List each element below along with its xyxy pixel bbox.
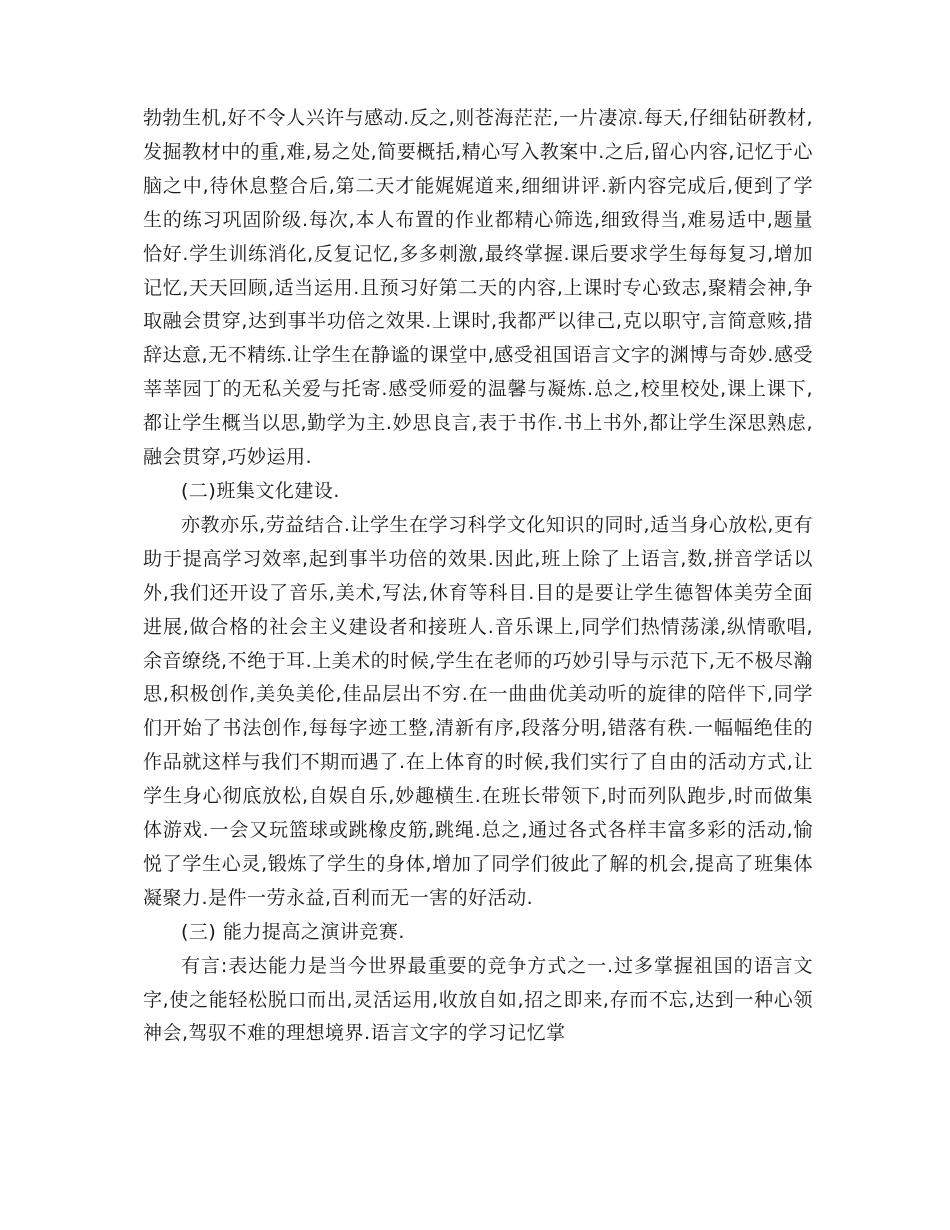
section-heading-3: (三) 能力提高之演讲竞赛. (181, 920, 405, 943)
document-body (143, 102, 813, 1051)
body-paragraph-2: 亦教亦乐,劳益结合.让学生在学习科学文化知识的同时,适当身心放松,更有助于提高学习效率,起到事半功倍的效果.因此,班上除了上语言,数,拼音学话以外,我们还开设了音乐,美术,写法,休育等科目.目的是要让学生德智体美劳全面进展,做合格的社会主义建设者和接班人.音乐课上,同学们热情荡漾,纵情歌唱,余音缭绕,不绝于耳.上美术的时候,学生在老师的巧妙引导与示范下,无不极尽瀚思,积极创作,美奂美伦,佳品层出不穷.在一曲曲优美动听的旋律的陪伴下,同学们开始了书法创作,每每字迹工整,清新有序,段落分明,错落有秩.一幅幅绝佳的作品就这样与我们不期而遇了.在上体育的时候,我们实行了自由的活动方式,让学生身心彻底放松,自娱自乐,妙趣横生.在班长带领下,时而列队跑步,时而做集体游戏.一会又玩篮球或跳橡皮筋,跳绳.总之,通过各式各样丰富多彩的活动,愉悦了学生心灵,锻炼了学生的身体,增加了同学们彼此了解的机会,提高了班集体凝聚力.是件一劳永益,百利而无一害的好活动. (143, 513, 813, 909)
section-heading-2: (二)班集文化建设. (181, 479, 340, 502)
body-paragraph-3: 有言:表达能力是当今世界最重要的竞争方式之一.过多掌握祖国的语言文字,使之能轻松脱口而出,灵活运用,收放自如,招之即来,存而不忘,达到一种心领神会,驾驭不难的理想境界.语言文字的学习记忆掌 (143, 954, 813, 1045)
body-paragraph-1: 勃勃生机,好不令人兴许与感动.反之,则苍海茫茫,一片凄凉.每天,仔细钻研教材,发掘教材中的重,难,易之处,简要概括,精心写入教案中.之后,留心内容,记忆于心脑之中,待休息整合后,第二天才能娓娓道来,细细讲评.新内容完成后,便到了学生的练习巩固阶级.每次,本人布置的作业都精心筛选,细致得当,难易适中,题量恰好.学生训练消化,反复记忆,多多刺激,最终掌握.课后要求学生每每复习,增加记忆,天天回顾,适当运用.且预习好第二天的内容,上课时专心致志,聚精会神,争取融会贯穿,达到事半功倍之效果.上课时,我都严以律己,克以职守,言简意赅,措辞达意,无不精练.让学生在静谧的课堂中,感受祖国语言文字的渊博与奇妙.感受莘莘园丁的无私关爱与托寄.感受师爱的温馨与凝炼.总之,校里校处,课上课下,都让学生概当以思,勤学为主.妙思良言,表于书作.书上书外,都让学生深思熟虑,融会贯穿,巧妙运用. (143, 107, 813, 469)
